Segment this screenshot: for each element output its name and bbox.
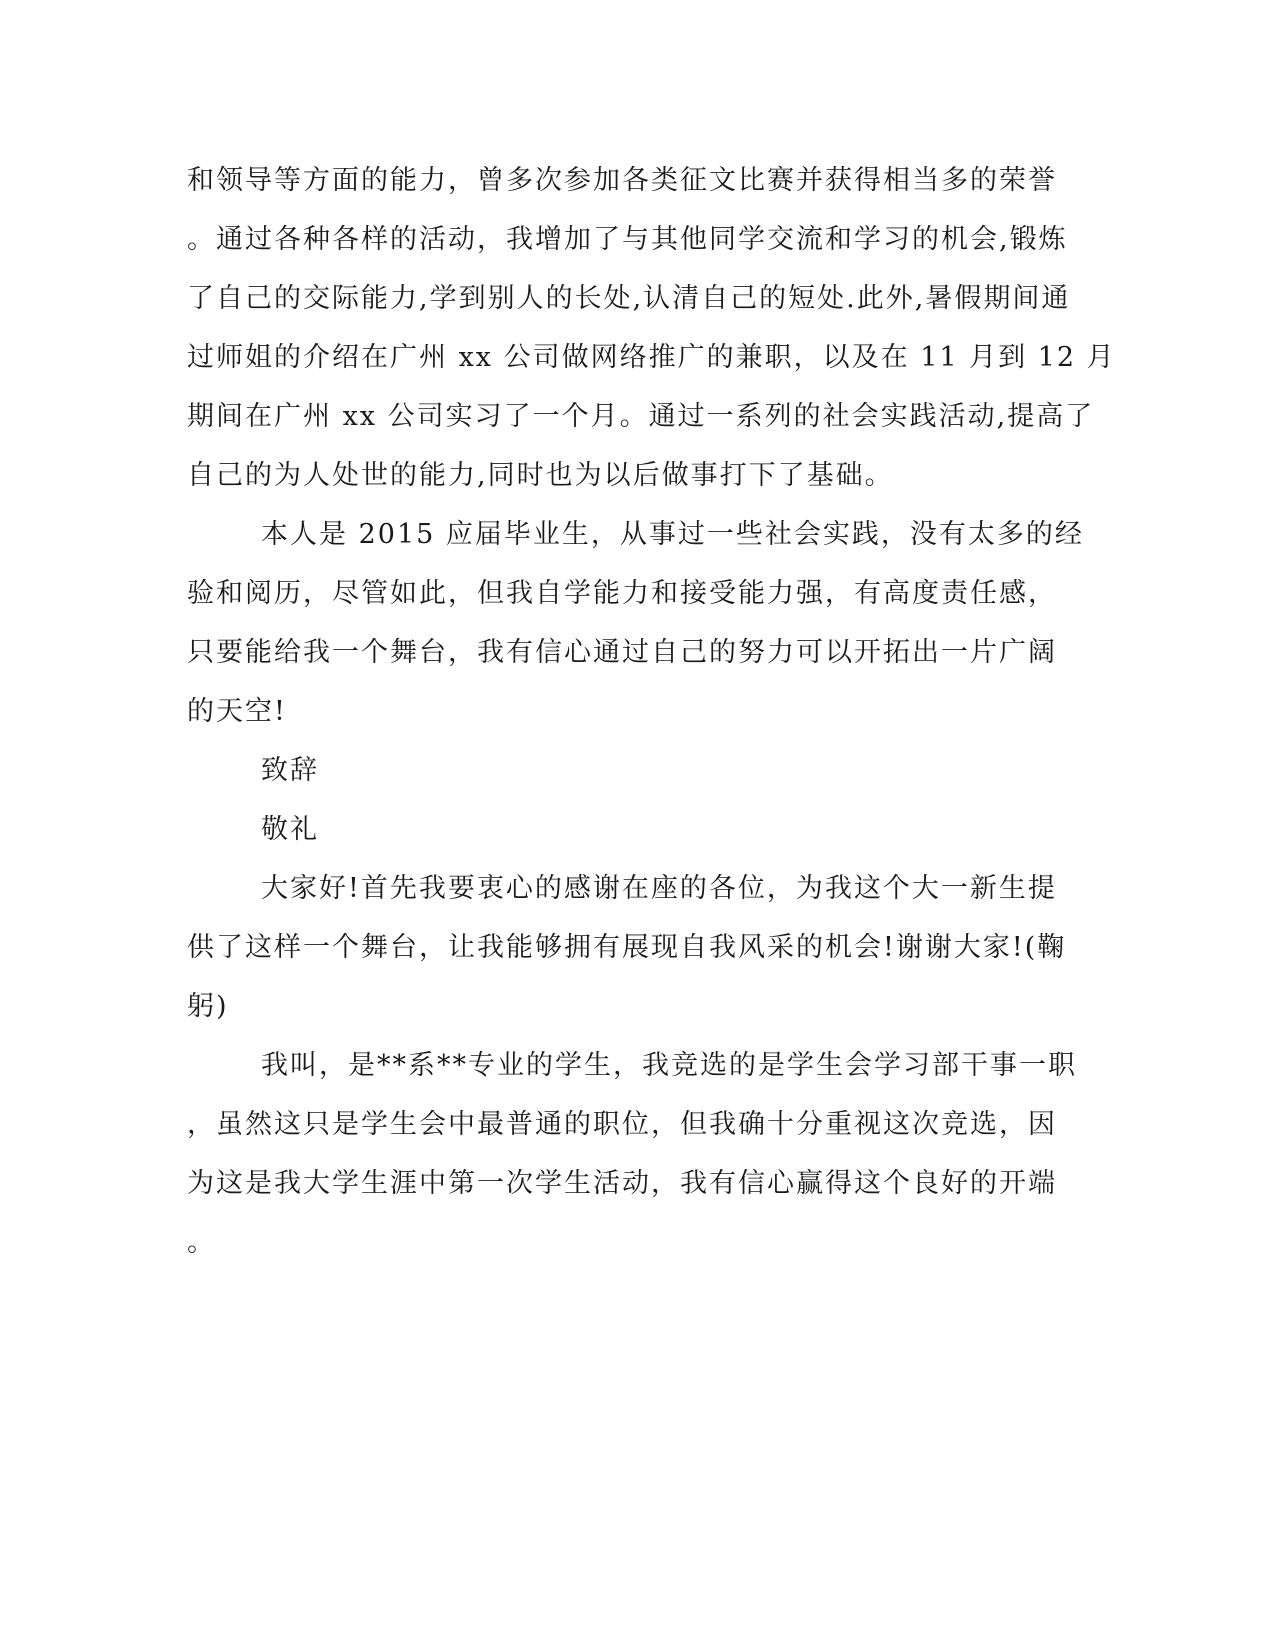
text-line: 和领导等方面的能力，曾多次参加各类征文比赛并获得相当多的荣誉 (187, 165, 1057, 196)
text-line: 。通过各种各样的活动，我增加了与其他同学交流和学习的机会,锻炼 (187, 224, 1068, 255)
text-line: 为这是我大学生涯中第一次学生活动，我有信心赢得这个良好的开端 (187, 1168, 1057, 1199)
text-line: 自己的为人处世的能力,同时也为以后做事打下了基础。 (187, 460, 894, 491)
text-line: ，虽然这只是学生会中最普通的职位，但我确十分重视这次竞选，因 (187, 1109, 1057, 1140)
text-line: 期间在广州 xx 公司实习了一个月。通过一系列的社会实践活动,提高了 (187, 401, 1095, 432)
salutation: 敬礼 (261, 814, 319, 845)
closing-phrase: 致辞 (261, 755, 319, 786)
text-line: 验和阅历，尽管如此，但我自学能力和接受能力强，有高度责任感， (187, 578, 1057, 609)
text-line: 了自己的交际能力,学到别人的长处,认清自己的短处.此外,暑假期间通 (187, 283, 1071, 314)
text-line: 供了这样一个舞台，让我能够拥有展现自我风采的机会!谢谢大家!(鞠 (187, 932, 1067, 963)
paragraph-first-line: 大家好!首先我要衷心的感谢在座的各位，为我这个大一新生提 (261, 873, 1057, 904)
paragraph-first-line: 我叫，是**系**专业的学生，我竞选的是学生会学习部干事一职 (261, 1050, 1077, 1081)
text-line: 过师姐的介绍在广州 xx 公司做网络推广的兼职，以及在 11 月到 12 月 (187, 342, 1116, 373)
text-line: 的天空! (187, 696, 287, 727)
paragraph-first-line: 本人是 2015 应届毕业生，从事过一些社会实践，没有太多的经 (261, 519, 1084, 550)
text-line: 。 (187, 1227, 216, 1258)
text-line: 躬) (187, 991, 229, 1022)
text-line: 只要能给我一个舞台，我有信心通过自己的努力可以开拓出一片广阔 (187, 637, 1057, 668)
